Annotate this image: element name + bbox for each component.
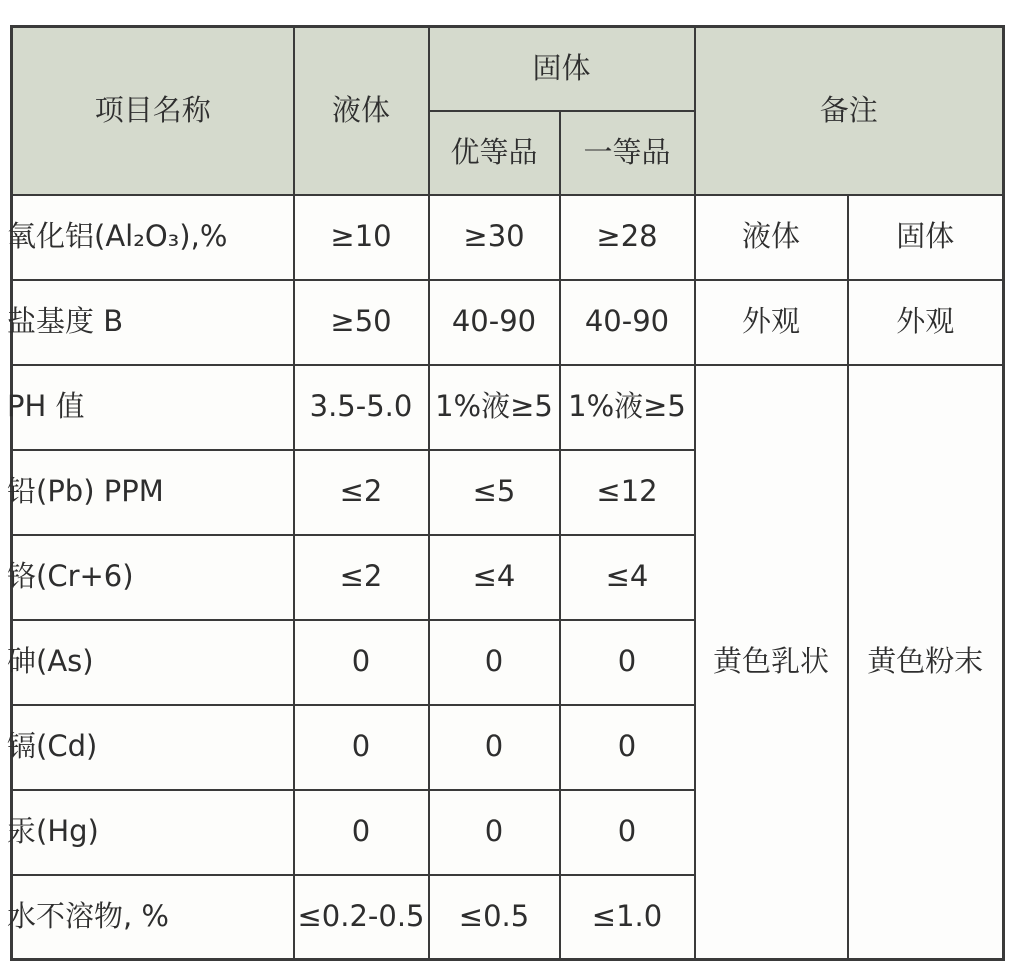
remark-solid-appearance-label: 外观	[848, 280, 1004, 365]
row-name-arsenic: 砷(As)	[12, 620, 294, 705]
header-solid-first-grade: 一等品	[560, 111, 695, 195]
remark-liquid-appearance-label: 外观	[695, 280, 848, 365]
cell-first-value: ≥28	[560, 195, 695, 280]
table-row	[12, 280, 1004, 365]
cell-first-value: 0	[560, 790, 695, 875]
row-name-cadmium: 镉(Cd)	[12, 705, 294, 790]
header-remarks: 备注	[695, 27, 1004, 195]
cell-first-value: ≤12	[560, 450, 695, 535]
row-name-basicity: 盐基度 B	[12, 280, 294, 365]
cell-first-value: 1%液≥5	[560, 365, 695, 450]
cell-liquid-value: ≤0.2-0.5	[294, 875, 429, 960]
row-name-water-insoluble: 水不溶物, %	[12, 875, 294, 960]
cell-premium-value: 0	[429, 790, 560, 875]
cell-first-value: 0	[560, 705, 695, 790]
cell-premium-value: 1%液≥5	[429, 365, 560, 450]
cell-first-value: 0	[560, 620, 695, 705]
remark-liquid-appearance-value: 黄色乳状	[695, 365, 848, 960]
header-solid-premium-grade: 优等品	[429, 111, 560, 195]
remark-solid-label: 固体	[848, 195, 1004, 280]
row-name-chromium: 铬(Cr+6)	[12, 535, 294, 620]
header-solid: 固体	[429, 27, 695, 111]
cell-premium-value: 0	[429, 705, 560, 790]
cell-liquid-value: ≥10	[294, 195, 429, 280]
cell-liquid-value: 0	[294, 705, 429, 790]
cell-premium-value: 40-90	[429, 280, 560, 365]
header-liquid: 液体	[294, 27, 429, 195]
cell-liquid-value: 0	[294, 620, 429, 705]
row-name-ph: PH 值	[12, 365, 294, 450]
remark-solid-appearance-value: 黄色粉末	[848, 365, 1004, 960]
cell-premium-value: ≤0.5	[429, 875, 560, 960]
cell-first-value: ≤4	[560, 535, 695, 620]
header-item-name: 项目名称	[12, 27, 294, 195]
row-name-lead: 铅(Pb) PPM	[12, 450, 294, 535]
remark-liquid-label: 液体	[695, 195, 848, 280]
cell-first-value: ≤1.0	[560, 875, 695, 960]
cell-premium-value: ≤5	[429, 450, 560, 535]
cell-first-value: 40-90	[560, 280, 695, 365]
cell-liquid-value: 0	[294, 790, 429, 875]
table-row	[12, 195, 1004, 280]
cell-premium-value: ≤4	[429, 535, 560, 620]
cell-liquid-value: ≤2	[294, 450, 429, 535]
row-name-aluminum-oxide: 氧化铝(Al₂O₃),%	[12, 195, 294, 280]
spec-table	[7, 25, 1005, 961]
table-row	[12, 365, 1004, 450]
cell-premium-value: ≥30	[429, 195, 560, 280]
cell-liquid-value: 3.5-5.0	[294, 365, 429, 450]
cell-premium-value: 0	[429, 620, 560, 705]
cell-liquid-value: ≤2	[294, 535, 429, 620]
cell-liquid-value: ≥50	[294, 280, 429, 365]
row-name-mercury: 汞(Hg)	[12, 790, 294, 875]
